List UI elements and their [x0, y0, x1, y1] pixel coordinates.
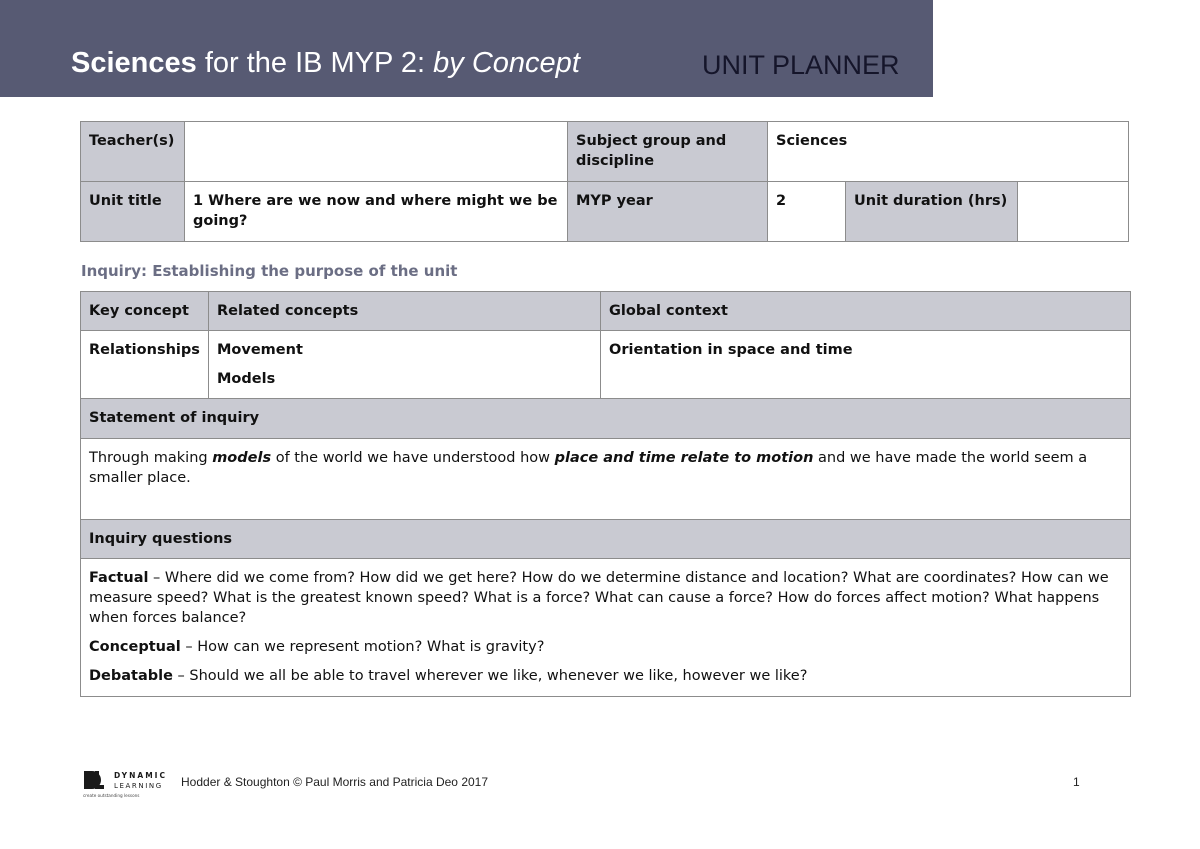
unit-duration-label: Unit duration (hrs) [846, 182, 1018, 242]
logo-text-bottom: LEARNING [114, 782, 163, 790]
logo-tagline: create outstanding lessons [83, 793, 140, 798]
footer-copyright: Hodder & Stoughton © Paul Morris and Patricia Deo 2017 [181, 775, 489, 789]
conceptual-question [89, 637, 1122, 657]
subject-group-value: Sciences [768, 122, 1129, 182]
related-concept-item: Models [217, 371, 276, 387]
debatable-text: – Should we all be able to travel wherever we like, whenever we like, however we like? [172, 668, 808, 684]
dynamic-learning-logo [82, 768, 172, 800]
teacher-label: Teacher(s) [81, 122, 185, 182]
statement-emphasis: place and time relate to motion [554, 450, 814, 466]
unit-title-value: 1 Where are we now and where might we be going? [185, 182, 568, 242]
logo-text-top: DYNAMIC [114, 771, 167, 780]
unit-planner-label: UNIT PLANNER [702, 50, 900, 80]
statement-part: Through making [89, 450, 213, 466]
teacher-value [185, 122, 568, 182]
key-concept-label: Key concept [81, 292, 209, 331]
related-concepts-values [209, 331, 601, 399]
statement-part: and we have made the world seem a smaller place. [89, 450, 1088, 486]
statement-of-inquiry-label: Statement of inquiry [81, 399, 1131, 439]
debatable-question [89, 666, 1122, 686]
related-concepts-label: Related concepts [209, 292, 601, 331]
inquiry-table [80, 291, 1131, 697]
unit-info-table [80, 121, 1129, 242]
subject-group-label: Subject group and discipline [568, 122, 768, 182]
inquiry-section-heading: Inquiry: Establishing the purpose of the unit [81, 262, 458, 280]
related-concept-item: Movement [217, 342, 303, 358]
conceptual-label: Conceptual [89, 639, 181, 655]
factual-text: – Where did we come from? How did we get here? How do we determine distance and location? What are coordinates? How can we measure speed? What is the greatest known speed? What is a force? What can cause a force? How do forces affect motion? What happens when forces balance? [89, 570, 1109, 626]
factual-label: Factual [89, 570, 149, 586]
inquiry-questions-label: Inquiry questions [81, 520, 1131, 559]
inquiry-questions-body [81, 559, 1131, 697]
unit-duration-value [1018, 182, 1129, 242]
title-regular: for the IB MYP 2: [196, 47, 434, 79]
title-italic: by Concept [433, 47, 580, 79]
global-context-label: Global context [601, 292, 1131, 331]
debatable-label: Debatable [89, 668, 173, 684]
statement-of-inquiry-text [81, 439, 1131, 520]
title-bold: Sciences [71, 47, 197, 79]
page-number: 1 [1073, 775, 1080, 789]
conceptual-text: – How can we represent motion? What is gravity? [180, 639, 545, 655]
page-title [71, 49, 580, 78]
factual-question [89, 568, 1122, 628]
unit-title-label: Unit title [81, 182, 185, 242]
statement-emphasis: models [212, 450, 272, 466]
myp-year-label: MYP year [568, 182, 768, 242]
statement-part: of the world we have understood how [271, 450, 555, 466]
global-context-value: Orientation in space and time [601, 331, 1131, 399]
key-concept-value: Relationships [81, 331, 209, 399]
myp-year-value: 2 [768, 182, 846, 242]
